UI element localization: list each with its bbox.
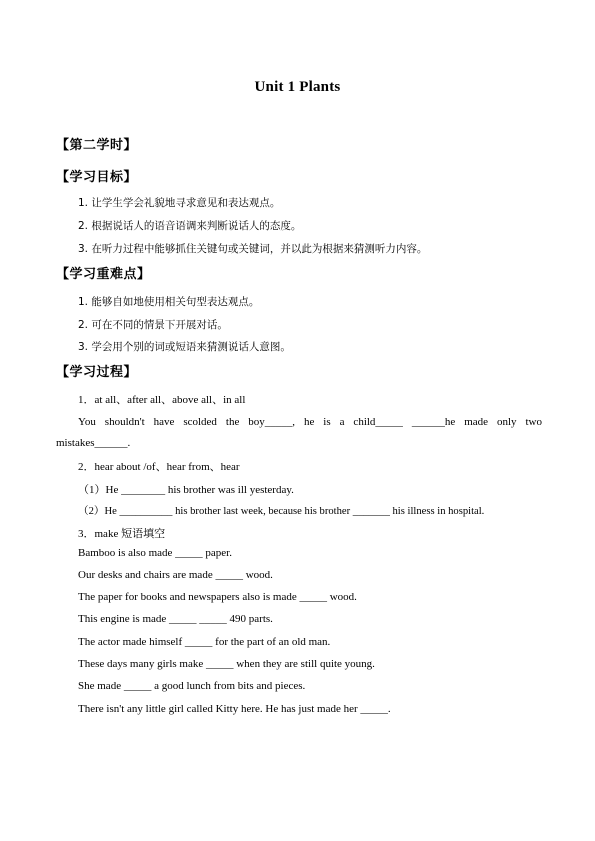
item2-question-2: （2）He __________ his brother last week, because his brother _______ his illness in hospital. [78,506,485,517]
objective-item: 3. 在听力过程中能够抓住关键句或关键词，并以此为根据来猜测听力内容。 [78,243,428,255]
process-heading: 【学习过程】 [56,365,138,380]
item3-line: The paper for books and newspapers also is made _____ wood. [78,591,357,603]
item3-line: Our desks and chairs are made _____ wood. [78,569,273,581]
item3-line: Bamboo is also made _____ paper. [78,547,232,559]
objective-item: 1. 让学生学会礼貌地寻求意见和表达观点。 [78,197,281,209]
period-heading: 【第二学时】 [56,138,138,153]
item3-line: The actor made himself _____ for the part of an old man. [78,636,331,648]
item1-sentence-line2: mistakes______. [56,437,131,449]
keypoints-heading: 【学习重难点】 [56,267,151,282]
keypoint-item: 3. 学会用个别的词或短语来猜测说话人意图。 [78,341,291,353]
item2-question-1: （1）He ________ his brother was ill yesterday. [78,484,294,496]
keypoint-item: 2. 可在不同的情景下开展对话。 [78,319,228,331]
item2-title: 2．hear about /of、hear from、hear [78,461,240,473]
item3-line: There isn't any little girl called Kitty here. He has just made her _____. [78,703,391,715]
item3-line: She made _____ a good lunch from bits and pieces. [78,680,306,692]
objective-item: 2. 根据说话人的语音语调来判断说话人的态度。 [78,220,302,232]
keypoint-item: 1. 能够自如地使用相关句型表达观点。 [78,296,260,308]
objectives-heading: 【学习目标】 [56,170,138,185]
item1-sentence-line1: You shouldn't have scolded the boy_____, he is a child_____ ______he made only two [78,416,542,428]
document-title: Unit 1 Plants [254,79,341,95]
item3-line: This engine is made _____ _____ 490 parts. [78,613,273,625]
item3-title: 3．make 短语填空 [78,528,166,540]
item3-line: These days many girls make _____ when they are still quite young. [78,658,375,670]
item1-title: 1．at all、after all、above all、in all [78,394,246,406]
